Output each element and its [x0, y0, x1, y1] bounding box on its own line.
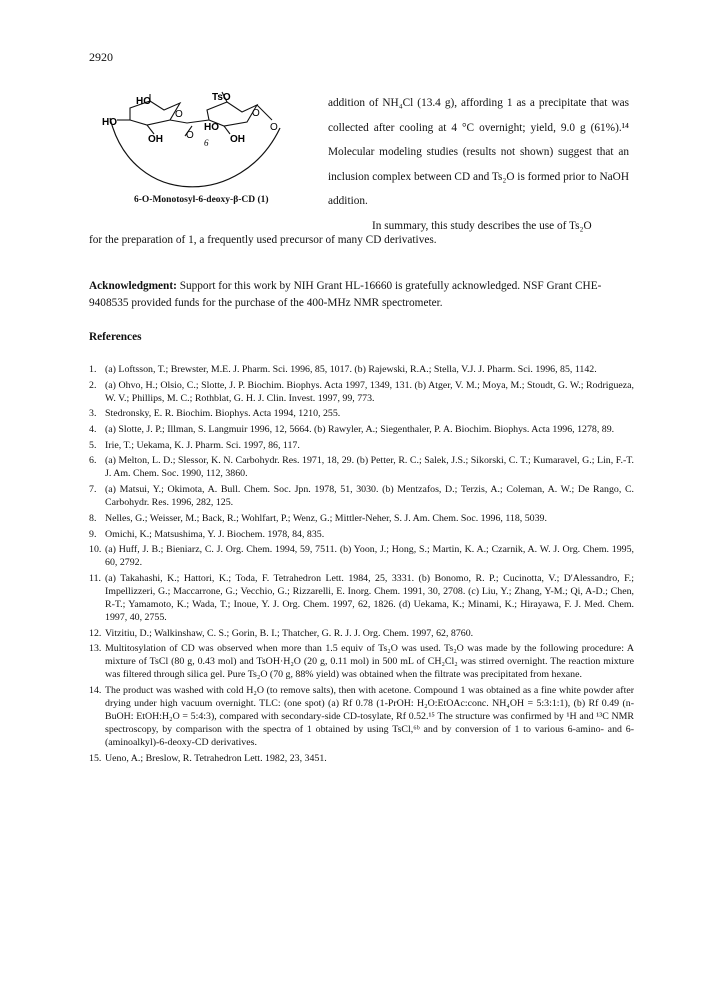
reference-item	[89, 379, 634, 405]
reference-text: The product was washed with cold H₂O (to remove salts), then with acetone. Compound 1 was obtained as a fine white powder after drying under high vacuum overnight. TLC: (one spot) (a) Rf 0.78 (1-PrOH: H₂O:EtOAc:conc. NH₄OH = 5:3:1:1), (b) Rf 0.49 (n-BuOH: EtOH:H₂O = 5:4:3), compared with secondary-side CD-tosylate, Rf 0.52.¹⁵ The structure was confirmed by ¹H and ¹³C NMR spectroscopy, by comparison with the spectra of 1 obtained by using TsCl,⁶ᵇ and by conversion of 1 to various 6-amino- and 6-(aminoalkyl)-6-deoxy-CD derivatives.	[105, 684, 634, 748]
reference-item	[89, 512, 634, 525]
reference-number: 12.	[89, 627, 102, 639]
reference-text: Stedronsky, E. R. Biochim. Biophys. Acta 1994, 1210, 255.	[105, 408, 341, 420]
reference-number: 2.	[89, 379, 97, 391]
reference-item	[89, 407, 634, 420]
body-paragraph: addition of NH₄Cl (13.4 g), affording 1 as a precipitate that was collected after cooling at 4 °C overnight; yield, 9.0 g (61%).¹⁴ Molecular modeling studies (results not shown) suggest that an inclusion complex between CD and Ts₂O is formed prior to NaOH addition.	[328, 97, 629, 207]
references-heading: References	[89, 331, 142, 343]
summary-continuation: for the preparation of 1, a frequently used precursor of many CD derivatives.	[89, 234, 437, 246]
ring-oxygen-label: O	[270, 122, 278, 133]
tso-label: TsO	[212, 92, 231, 103]
reference-item	[89, 642, 634, 681]
reference-item	[89, 454, 634, 480]
ho-mid-label: HO	[204, 122, 219, 133]
ring-oxygen-label: O	[252, 108, 260, 119]
reference-number: 14.	[89, 684, 102, 696]
reference-text: (a) Slotte, J. P.; Illman, S. Langmuir 1996, 12, 5664. (b) Rawyler, A.; Siegenthaler, P. A. Biochim. Biophys. Acta 1996, 1278, 89.	[105, 424, 615, 436]
cyclodextrin-structure-drawing	[92, 90, 317, 208]
reference-text: Irie, T.; Uekama, K. J. Pharm. Sci. 1997, 86, 117.	[105, 439, 300, 451]
acknowledgment-text: Support for this work by NIH Grant HL-16660 is gratefully acknowledged. NSF Grant CHE-9408535 provided funds for the purchase of the 400-MHz NMR spectrometer.	[89, 280, 602, 309]
reference-number: 10.	[89, 544, 102, 556]
reference-text: Vitzitiu, D.; Walkinshaw, C. S.; Gorin, B. I.; Thatcher, G. R. J. J. Org. Chem. 1997, 62, 8760.	[105, 627, 474, 639]
reference-text: (a) Huff, J. B.; Bieniarz, C. J. Org. Chem. 1994, 59, 7511. (b) Yoon, J.; Hong, S.; Martin, K. A.; Czarnik, A. W. J. Org. Chem. 1995, 60, 2792.	[105, 544, 634, 569]
reference-text: (a) Loftsson, T.; Brewster, M.E. J. Pharm. Sci. 1996, 85, 1017. (b) Rajewski, R.A.; Stella, V.J. J. Pharm. Sci. 1996, 85, 1142.	[105, 364, 597, 375]
reference-list	[89, 363, 634, 765]
reference-item	[89, 752, 634, 765]
reference-number: 4.	[89, 424, 97, 436]
reference-number: 8.	[89, 512, 97, 524]
summary-paragraph: In summary, this study describes the use of Ts₂O	[372, 219, 592, 232]
reference-number: 7.	[89, 484, 97, 496]
reference-item	[89, 572, 634, 624]
ho-top-label: HO	[136, 96, 151, 107]
reference-number: 5.	[89, 439, 97, 451]
page-number: 2920	[89, 50, 113, 64]
reference-item	[89, 423, 634, 436]
reference-number: 9.	[89, 528, 97, 540]
acknowledgment-label: Acknowledgment:	[89, 280, 177, 292]
reference-item	[89, 439, 634, 452]
oh-left-label: OH	[148, 134, 163, 145]
reference-number: 13.	[89, 643, 102, 655]
oh-right-label: OH	[230, 134, 245, 145]
reference-item	[89, 543, 634, 569]
figure-caption: 6-O-Monotosyl-6-deoxy-β-CD (1)	[134, 195, 269, 205]
reference-number: 3.	[89, 408, 97, 420]
reference-item	[89, 528, 634, 541]
reference-text: (a) Matsui, Y.; Okimota, A. Bull. Chem. Soc. Jpn. 1978, 51, 3030. (b) Mentzafos, D.; Terzis, A.; Coleman, A. W.; De Rango, C. Carbohydr. Res. 1996, 282, 125.	[105, 484, 634, 509]
reference-text: Multitosylation of CD was observed when more than 1.5 equiv of Ts₂O was used. Ts₂O was made by the following procedure: A mixture of TsCl (80 g, 0.43 mol) and TsOH·H₂O (20 g, 0.11 mol) in 500 mL of CH₂Cl₂ was stirred overnight. The reaction mixture was filtered through silica gel. Pure Ts₂O (70 g, 88% yield) was obtained when the filtrate was precipitated from hexane.	[105, 643, 634, 681]
reference-number: 11.	[89, 572, 101, 584]
right-column-text	[328, 91, 629, 238]
reference-item	[89, 483, 634, 509]
reference-text: (a) Takahashi, K.; Hattori, K.; Toda, F. Tetrahedron Lett. 1984, 25, 3331. (b) Bonomo, R. P.; Cucinotta, V.; D'Alessandro, F.; Impellizzeri, G.; Maccarrone, G.; Vecchio, G.; Rizzarelli, E. Inorg. Chem. 1991, 30, 2708. (c) Liu, Y.; Zhang, Y-M.; Qi, A-D.; Chen, R-T.; Yamamoto, K.; Wada, T.; Inoue, Y. J. Org. Chem. 1997, 62, 1826. (d) Uekama, K.; Minami, K.; Hirayawa, F. J. Med. Chem. 1997, 40, 2755.	[105, 572, 634, 623]
reference-number: 1.	[89, 364, 97, 375]
ho-left-label: HO	[102, 117, 117, 128]
reference-number: 6.	[89, 455, 97, 467]
reference-text: (a) Melton, L. D.; Slessor, K. N. Carbohydr. Res. 1971, 18, 29. (b) Petter, R. C.; Salek, J.S.; Sikorski, C. T.; Kumaravel, G.; Lin, F.-T. J. Am. Chem. Soc. 1990, 112, 3860.	[105, 455, 634, 480]
reference-number: 15.	[89, 752, 102, 764]
glycosidic-oxygen-label: O	[186, 130, 194, 141]
reference-text: Ueno, A.; Breslow, R. Tetrahedron Lett. 1982, 23, 3451.	[105, 752, 327, 764]
reference-text: Omichi, K.; Matsushima, Y. J. Biochem. 1978, 84, 835.	[105, 528, 325, 540]
acknowledgment-paragraph	[89, 278, 630, 312]
ring-oxygen-label: O	[175, 109, 183, 120]
reference-item	[89, 684, 634, 749]
reference-text: Nelles, G.; Weisser, M.; Back, R.; Wohlfart, P.; Wenz, G.; Mittler-Neher, S. J. Am. Chem. Soc. 1996, 118, 5039.	[105, 512, 547, 524]
reference-text: (a) Ohvo, H.; Olsio, C.; Slotte, J. P. Biochim. Biophys. Acta 1997, 1349, 131. (b) Atger, V. M.; Moya, M.; Stoudt, G. W.; Rodrigueza, W. V.; Phillips, M. C.; Rothblat, G. H. J. Clin. Invest. 1997, 99, 773.	[105, 379, 634, 404]
reference-item	[89, 627, 634, 640]
reference-item	[89, 363, 634, 376]
repeat-subscript: 6	[204, 138, 209, 148]
